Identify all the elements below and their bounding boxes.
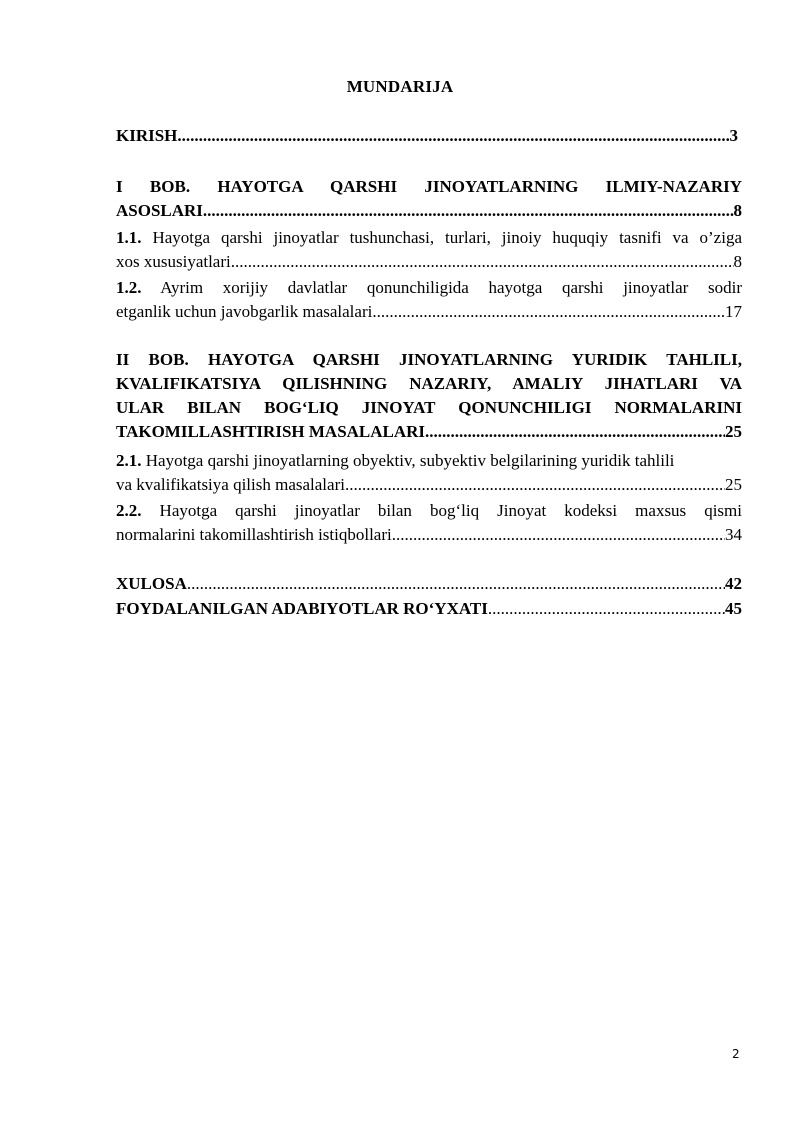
section-title-line-1: Hayotga qarshi jinoyatlar tushunchasi, turlari, jinoiy huquqiy tasnifi va o’ziga (152, 228, 742, 247)
section-number: 1.1. (116, 228, 142, 247)
toc-leader-dots (372, 300, 725, 324)
page-number: 2 (732, 1047, 740, 1061)
toc-page-chapter-2: 25 (725, 422, 742, 441)
toc-leader-dots (392, 523, 725, 547)
section-title-line-2: normalarini takomillashtirish istiqbollari (116, 525, 392, 544)
toc-page-kirish: 3 (729, 126, 738, 145)
toc-label-xulosa: XULOSA (116, 574, 187, 593)
toc-entry-section-1-1[interactable] (116, 226, 742, 274)
toc-entry-kirish[interactable] (116, 124, 738, 148)
toc-page-chapter-1: 8 (733, 201, 742, 220)
toc-entry-section-2-2[interactable] (116, 499, 742, 547)
toc-entry-chapter-1[interactable] (116, 175, 742, 223)
toc-entry-xulosa[interactable] (116, 572, 742, 596)
section-number: 2.2. (116, 501, 142, 520)
section-title-line-1: Ayrim xorijiy davlatlar qonunchiligida hayotga qarshi jinoyatlar sodir (160, 278, 742, 297)
toc-leader-dots (177, 124, 729, 148)
toc-leader-dots (231, 250, 734, 274)
section-title-line-1: Hayotga qarshi jinoyatlar bilan bog‘liq Jinoyat kodeksi maxsus qismi (159, 501, 742, 520)
toc-leader-dots (425, 420, 725, 444)
toc-label-adabiyotlar: FOYDALANILGAN ADABIYOTLAR RO‘YXATI (116, 599, 488, 618)
section-title-line-1: Hayotga qarshi jinoyatlarning obyektiv, subyektiv belgilarining yuridik tahlili (145, 451, 675, 470)
toc-entry-section-2-1[interactable] (116, 449, 742, 497)
chapter-2-title-line-2: KVALIFIKATSIYA QILISHNING NAZARIY, AMALIY JIHATLARI VA (116, 374, 742, 393)
section-title-line-2: etganlik uchun javobgarlik masalalari (116, 302, 373, 321)
toc-page-section-1-1: 8 (733, 252, 742, 271)
section-title-line-2: xos xususiyatlari (116, 252, 231, 271)
chapter-2-title-line-4: TAKOMILLASHTIRISH MASALALARI (116, 422, 426, 441)
toc-entry-adabiyotlar[interactable] (116, 597, 742, 621)
toc-page-adabiyotlar: 45 (725, 599, 742, 618)
toc-leader-dots (488, 597, 725, 621)
section-number: 2.1. (116, 451, 142, 470)
chapter-1-title-line-2: ASOSLARI (116, 201, 203, 220)
toc-page-section-1-2: 17 (725, 302, 742, 321)
toc-label-kirish: KIRISH (116, 126, 178, 145)
section-number: 1.2. (116, 278, 142, 297)
toc-leader-dots (345, 473, 725, 497)
toc-leader-dots (187, 572, 725, 596)
chapter-2-title-line-1: II BOB. HAYOTGA QARSHI JINOYATLARNING YURIDIK TAHLILI, (116, 350, 742, 369)
toc-page-section-2-1: 25 (725, 475, 742, 494)
page-title: MUNDARIJA (346, 77, 454, 96)
toc-leader-dots (203, 199, 734, 223)
chapter-2-title-line-3: ULAR BILAN BOG‘LIQ JINOYAT QONUNCHILIGI NORMALARINI (116, 398, 742, 417)
toc-entry-chapter-2[interactable] (116, 348, 742, 444)
section-title-line-2: va kvalifikatsiya qilish masalalari (116, 475, 345, 494)
toc-entry-section-1-2[interactable] (116, 276, 742, 324)
toc-page-xulosa: 42 (725, 574, 742, 593)
toc-page-section-2-2: 34 (725, 525, 742, 544)
chapter-1-title-line-1: I BOB. HAYOTGA QARSHI JINOYATLARNING ILMIY-NAZARIY (116, 177, 742, 196)
